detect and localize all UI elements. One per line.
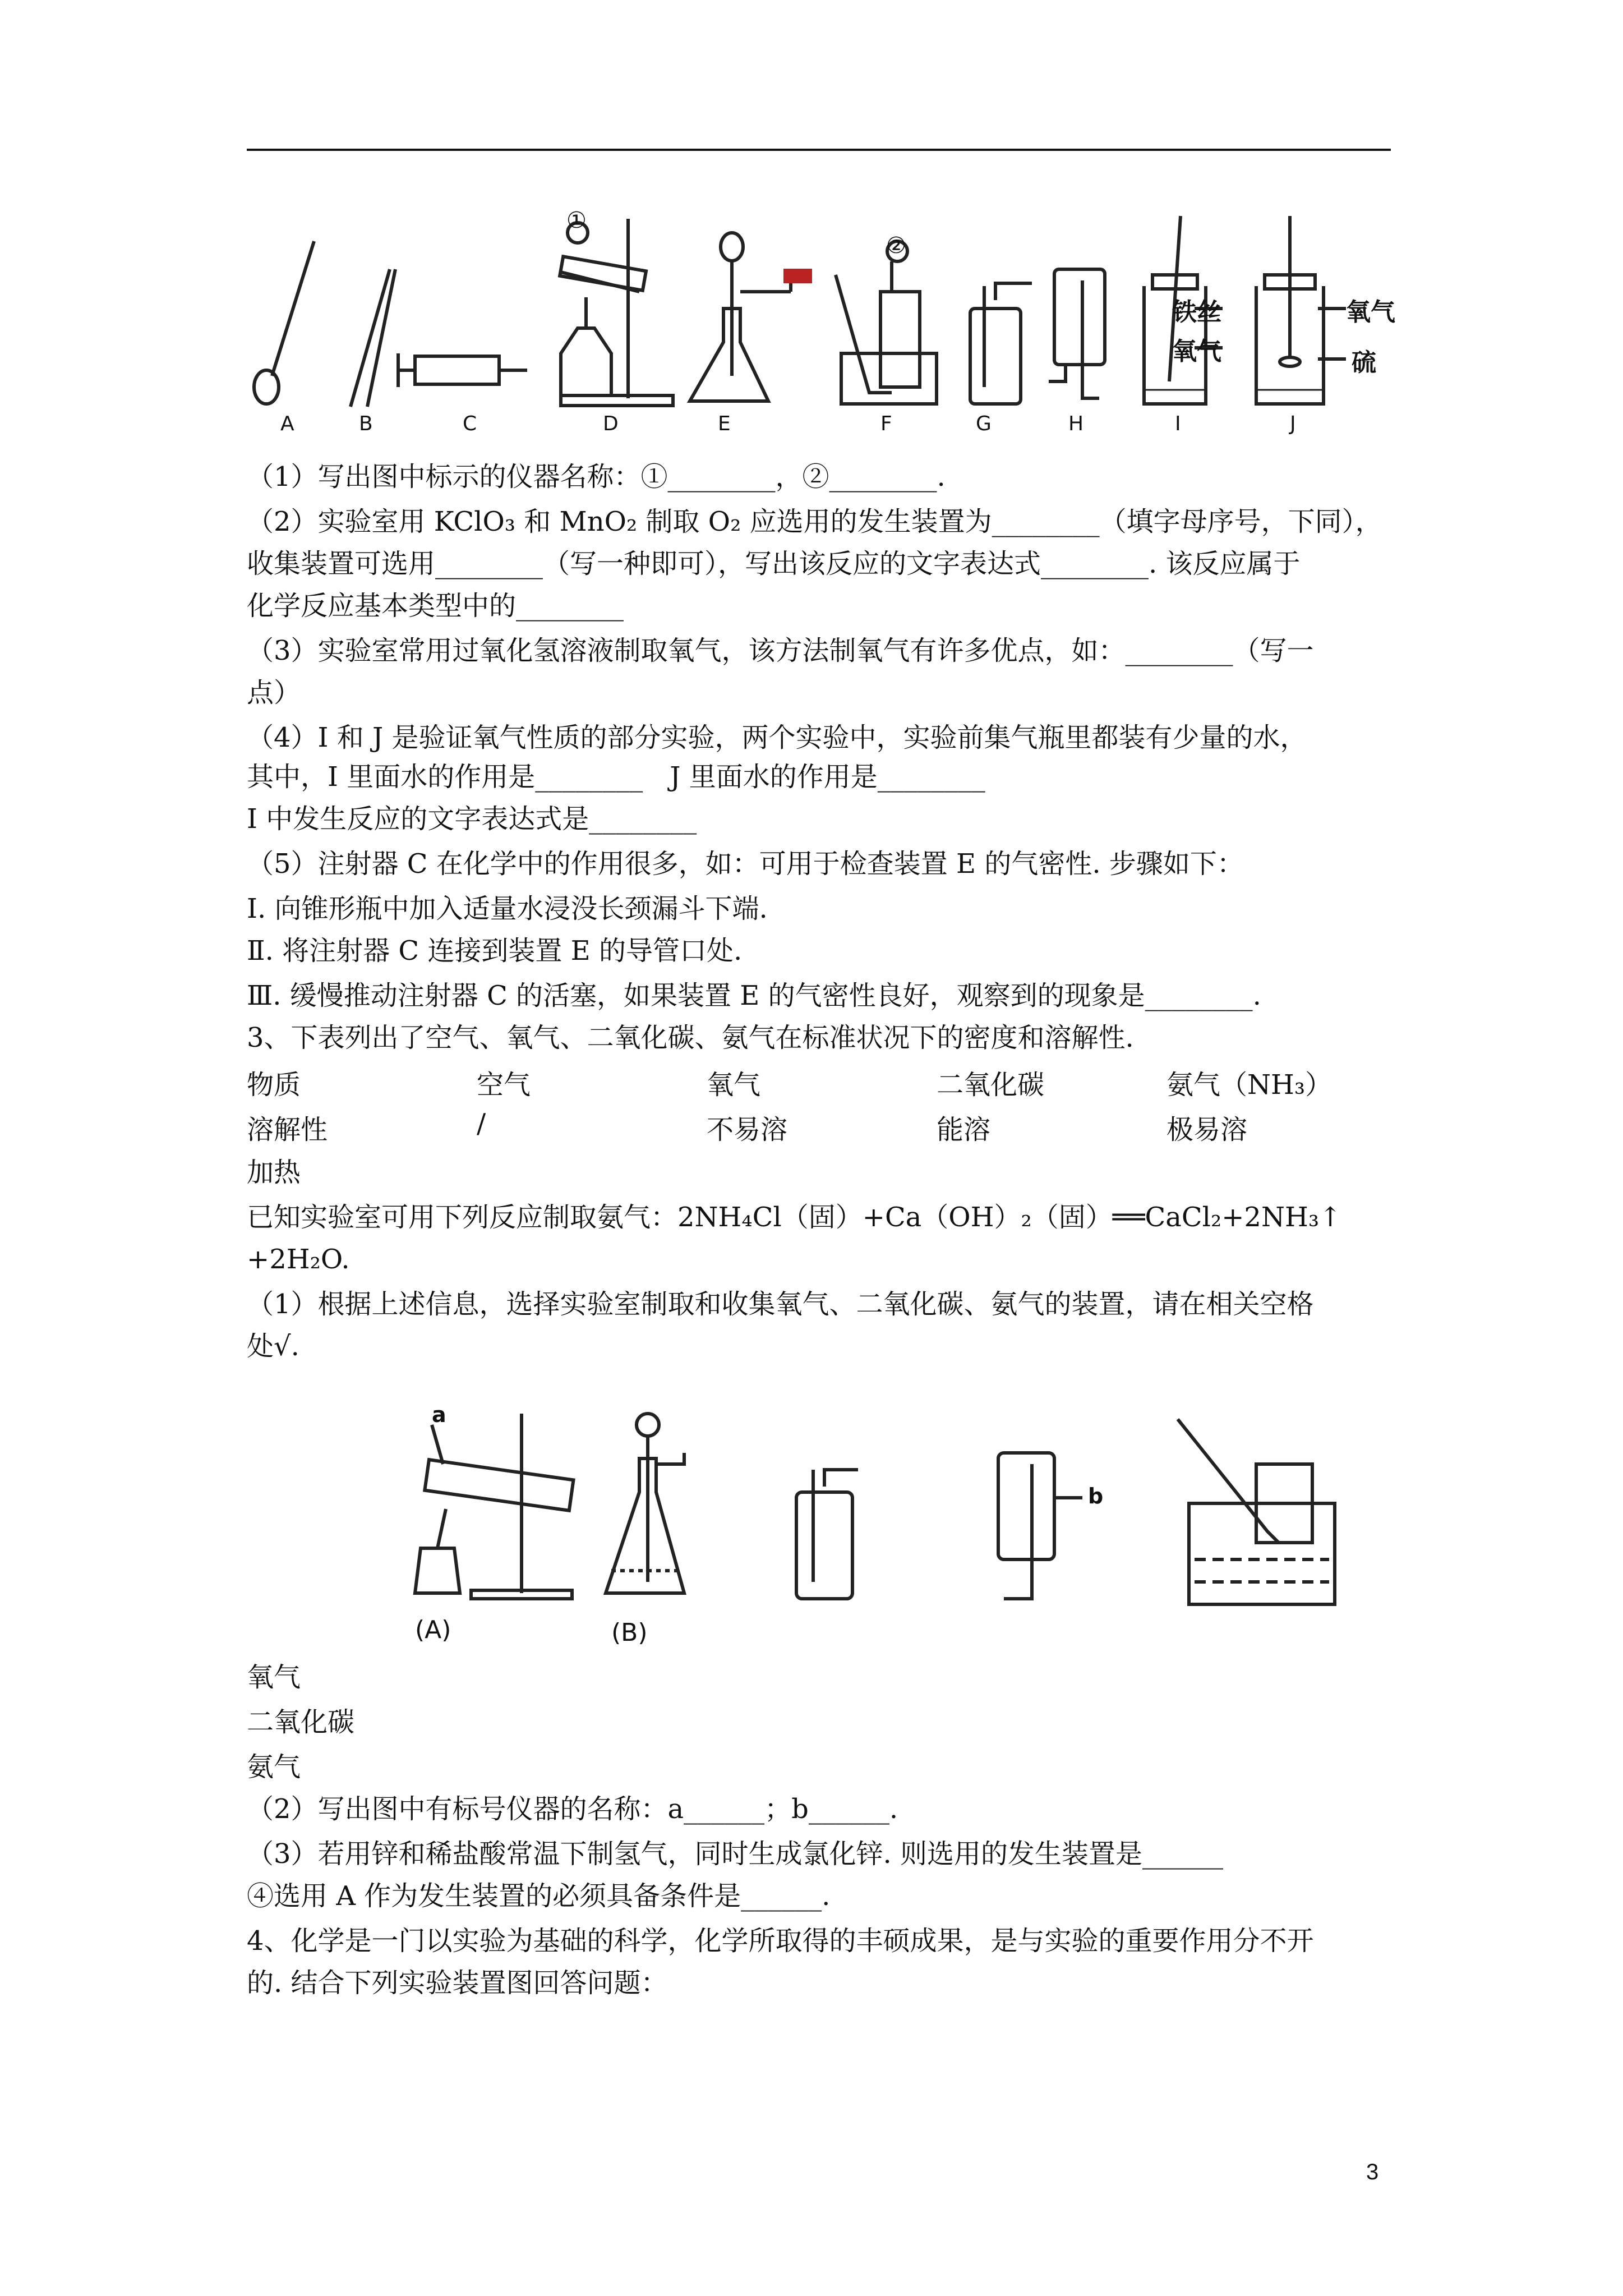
header-rule <box>247 149 1391 151</box>
q3-part3: （3）若用锌和稀盐酸常温下制氢气，同时生成氯化锌. 则选用的发生装置是______ <box>247 1838 1224 1870</box>
q2-line-7: （4）I 和 J 是验证氧气性质的部分实验，两个实验中，实验前集气瓶里都装有少量的水， <box>247 722 1307 753</box>
inverted-bottle-icon <box>998 1453 1082 1599</box>
spoon-icon <box>254 241 314 404</box>
fig1-label-a: A <box>280 412 294 435</box>
q2-line-6: 点） <box>247 677 301 708</box>
apparatus-figure-1 <box>247 208 1402 443</box>
water-trough-icon <box>1178 1419 1335 1604</box>
q3-part4: ④选用 A 作为发生装置的必须具备条件是______. <box>247 1880 831 1912</box>
fig1-label-j: J <box>1290 412 1296 435</box>
q2-line-9: I 中发生反应的文字表达式是________ <box>247 803 697 835</box>
label-b: b <box>1088 1484 1104 1508</box>
fig1-label-b: B <box>359 412 373 435</box>
table-cell: 能溶 <box>937 1114 991 1145</box>
table-header-cell: 二氧化碳 <box>937 1069 1045 1101</box>
apparatus-figure-2 <box>393 1402 1402 1655</box>
callout-sulfur: 硫 <box>1352 348 1376 377</box>
row-ammonia: 氨气 <box>247 1751 301 1783</box>
fig1-label-i: I <box>1175 412 1181 435</box>
sulfur-experiment-icon <box>1256 216 1346 404</box>
q2-line-10: （5）注射器 C 在化学中的作用很多，如：可用于检查装置 E 的气密性. 步骤如下： <box>247 848 1244 880</box>
caption-b: (B) <box>611 1618 648 1647</box>
page-number: 3 <box>1366 2160 1379 2184</box>
caption-a: (A) <box>415 1616 451 1644</box>
fig1-label-f: F <box>880 412 892 435</box>
callout-circle-2: ② <box>886 233 906 259</box>
q2-line-13: Ⅲ. 缓慢推动注射器 C 的活塞，如果装置 E 的气密性良好，观察到的现象是________. <box>247 980 1261 1011</box>
table-cell: 不易溶 <box>707 1114 788 1145</box>
table-cell: 溶解性 <box>247 1114 328 1145</box>
retort-stand-icon <box>560 219 673 406</box>
callout-circle-1: ① <box>566 208 587 233</box>
inverted-bottle-icon <box>1049 269 1105 398</box>
q3-line-2: 已知实验室可用下列反应制取氨气：2NH₄Cl（固）+Ca（OH）₂（固）══CaCl₂+2NH₃↑ <box>247 1202 1342 1233</box>
table-header-cell: 物质 <box>247 1069 301 1101</box>
gas-bottle-icon <box>796 1470 858 1599</box>
row-co2: 二氧化碳 <box>247 1706 355 1738</box>
heating-apparatus-icon <box>415 1414 573 1599</box>
q2-line-12: Ⅱ. 将注射器 C 连接到装置 E 的导管口处. <box>247 935 743 967</box>
fig1-label-g: G <box>976 412 992 435</box>
syringe-icon <box>398 353 527 387</box>
table-cell: 极易溶 <box>1166 1114 1248 1145</box>
table-cell: / <box>477 1108 486 1139</box>
table-header-cell: 氨气（NH₃） <box>1166 1069 1332 1101</box>
label-a: a <box>432 1402 446 1427</box>
gas-bottle-icon <box>970 283 1032 404</box>
q2-line-14: 3、下表列出了空气、氧气、二氧化碳、氨气在标准状况下的密度和溶解性. <box>247 1022 1134 1053</box>
fig1-label-h: H <box>1068 412 1084 435</box>
q2-line-11: Ⅰ. 向锥形瓶中加入适量水浸没长颈漏斗下端. <box>247 893 768 924</box>
q3-line-3: +2H₂O. <box>247 1244 350 1275</box>
water-trough-icon <box>836 241 937 404</box>
callout-oxygen-j: 氧气 <box>1346 298 1395 326</box>
fig1-label-d: D <box>603 412 619 435</box>
table-header-cell: 空气 <box>477 1069 531 1101</box>
q3-line-1: 加热 <box>247 1157 301 1188</box>
table-header-cell: 氧气 <box>707 1069 761 1101</box>
fig1-label-e: E <box>718 412 731 435</box>
q2-line-8: 其中，I 里面水的作用是________ J 里面水的作用是________ <box>247 761 985 793</box>
q4-line-2: 的. 结合下列实验装置图回答问题： <box>247 1967 668 1999</box>
q2-line-3: 收集装置可选用________（写一种即可），写出该反应的文字表达式________. 该反应属于 <box>247 548 1301 579</box>
fig1-label-c: C <box>463 412 477 435</box>
q3-part2: （2）写出图中有标号仪器的名称：a______；b______. <box>247 1793 898 1825</box>
q2-line-4: 化学反应基本类型中的________ <box>247 590 624 622</box>
tweezers-icon <box>351 269 395 407</box>
q2-line-5: （3）实验室常用过氧化氢溶液制取氧气，该方法制氧气有许多优点，如：________（写一 <box>247 635 1314 666</box>
row-oxygen: 氧气 <box>247 1662 301 1693</box>
q3-line-4: （1）根据上述信息，选择实验室制取和收集氧气、二氧化碳、氨气的装置，请在相关空格 <box>247 1289 1314 1320</box>
conical-flask-icon <box>690 233 810 401</box>
callout-oxygen-i: 氧气 <box>1172 337 1221 366</box>
flask-apparatus-icon <box>606 1414 684 1593</box>
q4-line-1: 4、化学是一门以实验为基础的科学，化学所取得的丰硕成果，是与实验的重要作用分不开 <box>247 1925 1314 1957</box>
q2-line-2: （2）实验室用 KClO₃ 和 MnO₂ 制取 O₂ 应选用的发生装置为________（填字母序号，下同）， <box>247 506 1382 537</box>
callout-iron-wire: 铁丝 <box>1172 298 1221 326</box>
q2-line-1: （1）写出图中标示的仪器名称：①________，②________. <box>247 461 946 493</box>
q3-line-5: 处√. <box>247 1331 299 1362</box>
